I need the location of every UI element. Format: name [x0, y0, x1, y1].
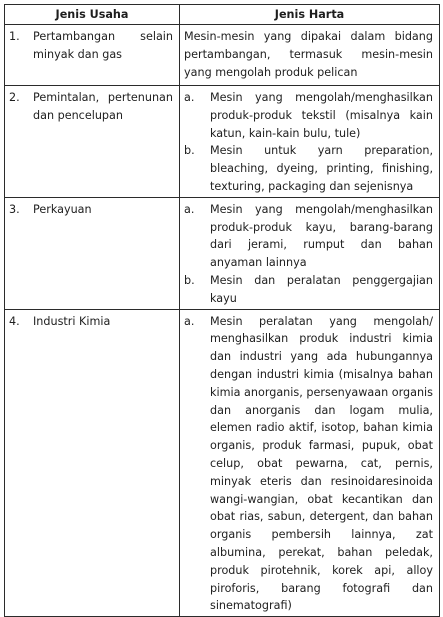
usaha-cell — [5, 25, 180, 86]
item-letter: a. — [184, 91, 195, 104]
header-jenis-usaha: Jenis Usaha — [5, 5, 180, 25]
harta-cell — [180, 86, 440, 198]
row-number: 3. — [9, 202, 20, 216]
table-row — [5, 197, 440, 309]
item-text: Mesin peralatan yang mengolah/ menghasilkan produk industri kimia dan industri yang ada hubungannya dengan industri kimia (misalnya bahan kimia anorganis, persenyawaan organis dan anorganis dan logam mulia, elemen radio aktif, isotop, bahan kimia organis, produk farmasi, pupuk, obat celup, obat pewarna, cat, pernis, minyak eteris dan resinoidaresinoida wangi-wangian, obat kecantikan dan obat rias, sabun, detergent, dan bahan organis pembersih lainnya, zat albumina, perekat, bahan peledak, produk pirotehnik, korek api, alloy piroforis, barang fotografi dan sinematografi) — [210, 314, 433, 613]
item-letter: a. — [184, 314, 195, 328]
item-letter: b. — [184, 273, 195, 287]
harta-text: Mesin-mesin yang dipakai dalam bidang pertambangan, termasuk mesin-mesin yang mengolah produk pelican — [184, 30, 433, 79]
row-number: 1. — [9, 30, 20, 43]
usaha-cell — [5, 197, 180, 309]
harta-cell — [180, 197, 440, 309]
usaha-text: Perkayuan — [33, 202, 92, 216]
usaha-cell — [5, 86, 180, 198]
list-item — [184, 89, 433, 142]
row-number: 2. — [9, 91, 20, 104]
item-text: Mesin yang mengolah/menghasilkan produk-produk tekstil (misalnya kain katun, kain-kain bulu, tule) — [210, 91, 433, 140]
table-row — [5, 309, 440, 617]
list-item — [184, 272, 433, 308]
usaha-text: Industri Kimia — [33, 314, 111, 328]
harta-cell — [180, 25, 440, 86]
usaha-text: Pertambangan selain minyak dan gas — [33, 30, 173, 61]
row-number: 4. — [9, 314, 20, 328]
asset-classification-table — [4, 4, 440, 617]
item-letter: a. — [184, 202, 195, 216]
list-item — [184, 201, 433, 272]
usaha-text: Pemintalan, pertenunan dan pencelupan — [33, 91, 173, 122]
item-text: Mesin untuk yarn preparation, bleaching, dyeing, printing, finishing, texturing, packaging dan sejenisnya — [210, 144, 433, 193]
header-jenis-harta: Jenis Harta — [180, 5, 440, 25]
usaha-cell — [5, 309, 180, 617]
harta-cell — [180, 309, 440, 617]
header-row — [5, 5, 440, 25]
list-item — [184, 142, 433, 195]
item-letter: b. — [184, 144, 195, 158]
item-text: Mesin dan peralatan penggergajian kayu — [210, 273, 433, 305]
table-row — [5, 86, 440, 198]
item-text: Mesin yang mengolah/menghasilkan produk-produk kayu, barang-barang dari jerami, rumput dan bahan anyaman lainnya — [210, 202, 433, 270]
table-row — [5, 25, 440, 86]
list-item — [184, 313, 433, 616]
